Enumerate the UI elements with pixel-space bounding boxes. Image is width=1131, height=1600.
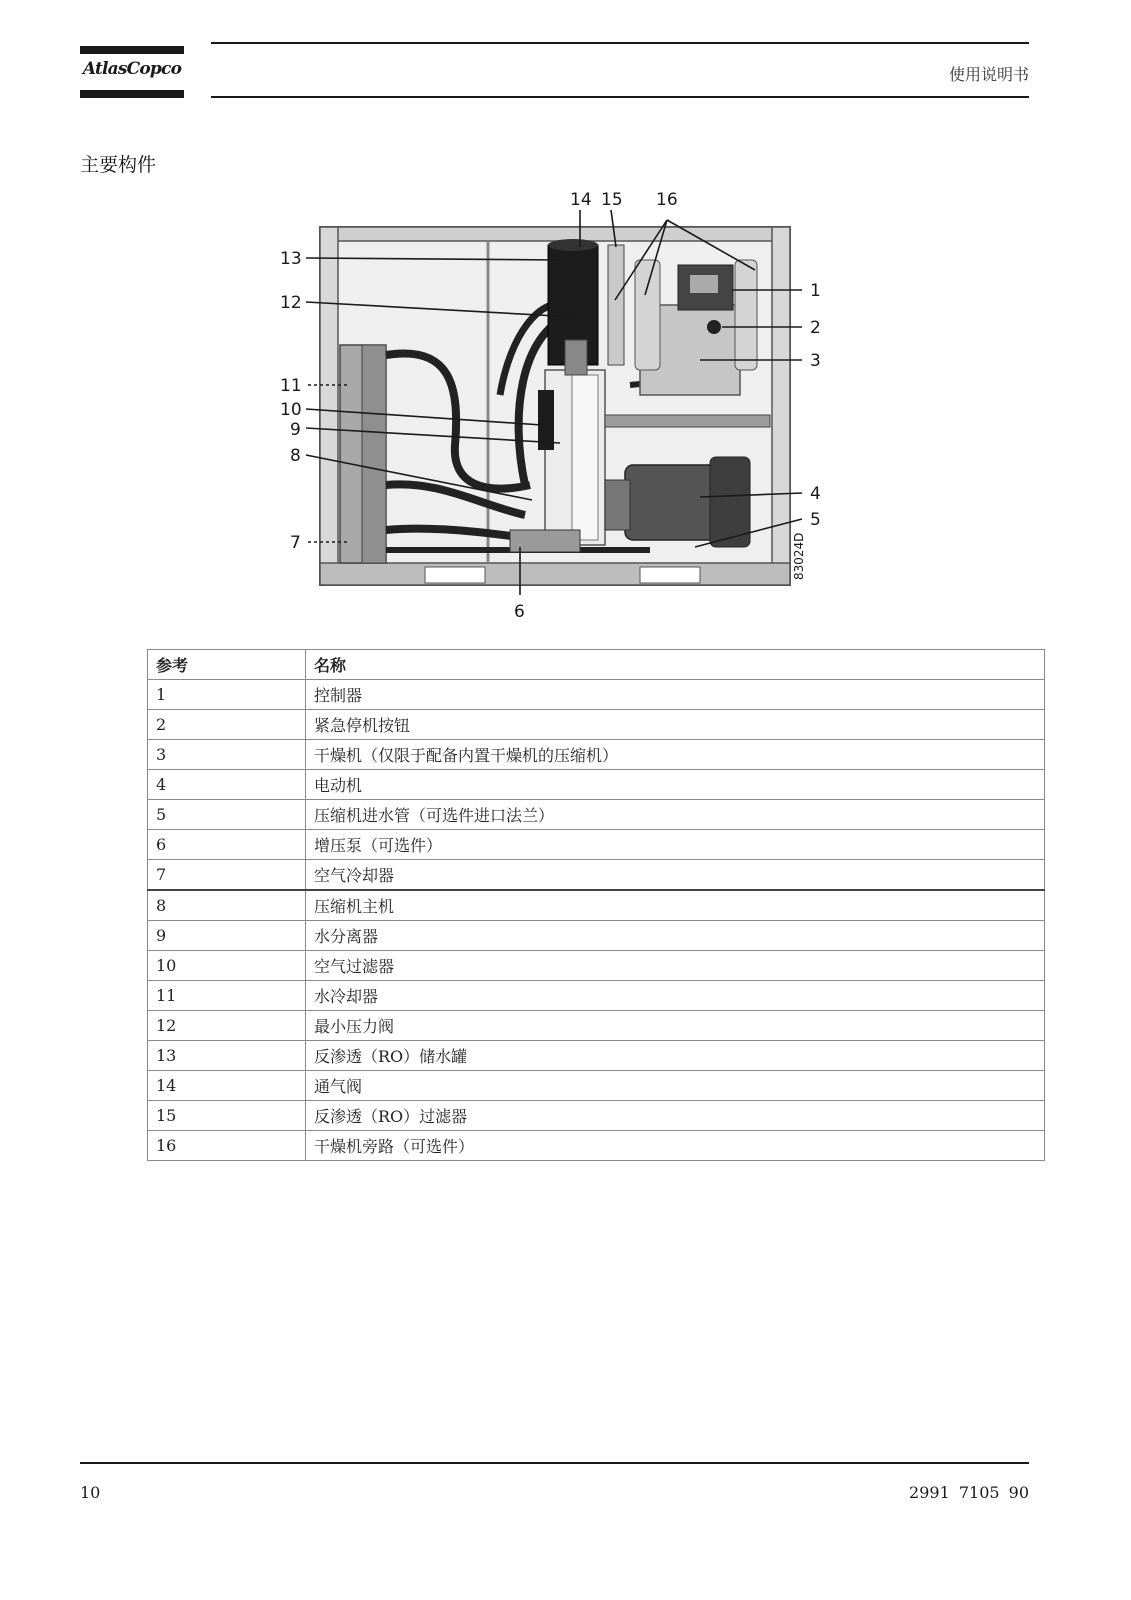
table-header-row <box>148 650 1045 680</box>
row-name: 最小压力阀 <box>306 1011 1045 1041</box>
table-row <box>148 1101 1045 1131</box>
row-ref: 7 <box>148 860 306 891</box>
row-ref: 9 <box>148 921 306 951</box>
callout-15: 15 <box>601 190 623 210</box>
table-row <box>148 1071 1045 1101</box>
table-row <box>148 921 1045 951</box>
row-name: 反渗透（RO）储水罐 <box>306 1041 1045 1071</box>
table-row <box>148 710 1045 740</box>
atlas-copco-logo <box>80 46 184 98</box>
row-name: 电动机 <box>306 770 1045 800</box>
row-ref: 13 <box>148 1041 306 1071</box>
callout-3: 3 <box>810 351 821 371</box>
document-number: 2991 7105 90 <box>909 1483 1029 1502</box>
row-ref: 5 <box>148 800 306 830</box>
table-row <box>148 951 1045 981</box>
header-rule-top <box>211 42 1029 44</box>
row-ref: 2 <box>148 710 306 740</box>
callout-5: 5 <box>810 510 821 530</box>
row-name: 增压泵（可选件） <box>306 830 1045 860</box>
table-row <box>148 1011 1045 1041</box>
footer-rule <box>80 1462 1029 1464</box>
row-name: 空气过滤器 <box>306 951 1045 981</box>
header-rule-bottom <box>211 96 1029 98</box>
table-row <box>148 830 1045 860</box>
row-name: 压缩机进水管（可选件进口法兰） <box>306 800 1045 830</box>
row-name: 干燥机（仅限于配备内置干燥机的压缩机） <box>306 740 1045 770</box>
callout-12: 12 <box>280 293 302 313</box>
table-row <box>148 890 1045 921</box>
callout-16: 16 <box>656 190 678 210</box>
row-ref: 6 <box>148 830 306 860</box>
row-ref: 14 <box>148 1071 306 1101</box>
page-number: 10 <box>80 1483 101 1502</box>
row-name: 通气阀 <box>306 1071 1045 1101</box>
table-row <box>148 981 1045 1011</box>
row-name: 空气冷却器 <box>306 860 1045 891</box>
table-row <box>148 740 1045 770</box>
callout-1: 1 <box>810 281 821 301</box>
callout-7: 7 <box>290 533 301 553</box>
callout-14: 14 <box>570 190 592 210</box>
callout-10: 10 <box>280 400 302 420</box>
row-name: 控制器 <box>306 680 1045 710</box>
row-ref: 4 <box>148 770 306 800</box>
logo-bar-bottom <box>80 90 184 98</box>
document-type: 使用说明书 <box>948 65 1029 84</box>
callout-6: 6 <box>514 602 525 622</box>
header-ref: 参考 <box>148 650 306 680</box>
table-row <box>148 680 1045 710</box>
callout-13: 13 <box>280 249 302 269</box>
table-row <box>148 1041 1045 1071</box>
row-ref: 1 <box>148 680 306 710</box>
table-row <box>148 1131 1045 1161</box>
row-name: 反渗透（RO）过滤器 <box>306 1101 1045 1131</box>
row-ref: 15 <box>148 1101 306 1131</box>
table-row <box>148 770 1045 800</box>
header-name: 名称 <box>306 650 1045 680</box>
table-row <box>148 860 1045 891</box>
logo-bar-top <box>80 46 184 54</box>
row-name: 水冷却器 <box>306 981 1045 1011</box>
callout-11: 11 <box>280 376 302 396</box>
callout-4: 4 <box>810 484 821 504</box>
logo-wordmark: AtlasCopco <box>82 59 182 79</box>
row-ref: 10 <box>148 951 306 981</box>
row-ref: 16 <box>148 1131 306 1161</box>
row-ref: 12 <box>148 1011 306 1041</box>
section-title: 主要构件 <box>80 154 157 176</box>
callout-8: 8 <box>290 446 301 466</box>
compressor-drawing <box>270 185 840 630</box>
callout-9: 9 <box>290 420 301 440</box>
row-name: 水分离器 <box>306 921 1045 951</box>
row-ref: 3 <box>148 740 306 770</box>
row-name: 紧急停机按钮 <box>306 710 1045 740</box>
row-ref: 11 <box>148 981 306 1011</box>
callout-2: 2 <box>810 318 821 338</box>
row-name: 压缩机主机 <box>306 890 1045 921</box>
row-ref: 8 <box>148 890 306 921</box>
row-name: 干燥机旁路（可选件） <box>306 1131 1045 1161</box>
drawing-id-label: 83024D <box>792 532 806 580</box>
compressor-main-components-figure <box>270 185 840 630</box>
table-row <box>148 800 1045 830</box>
main-components-table <box>147 649 1045 1161</box>
